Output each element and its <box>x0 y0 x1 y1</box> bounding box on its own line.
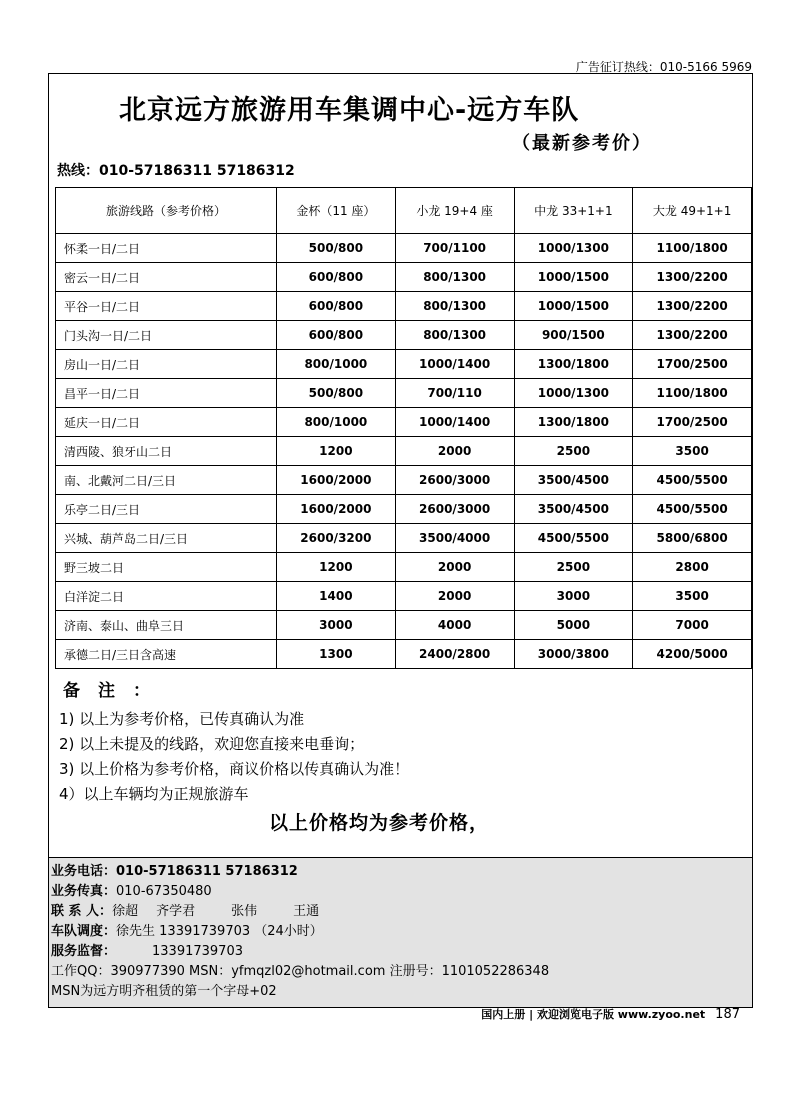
price-cell: 3000 <box>514 582 633 611</box>
table-body <box>56 234 752 669</box>
price-cell: 1600/2000 <box>277 466 396 495</box>
price-table <box>55 187 752 669</box>
note-item: 4）以上车辆均为正规旅游车 <box>59 785 249 803</box>
price-cell: 1600/2000 <box>277 495 396 524</box>
price-cell: 800/1000 <box>277 350 396 379</box>
price-cell: 1000/1500 <box>514 292 633 321</box>
contact-fax-value: 010-67350480 <box>116 884 212 899</box>
route-cell: 承德二日/三日含高速 <box>56 640 277 669</box>
column-header: 金杯（11 座） <box>277 188 396 234</box>
price-cell: 500/800 <box>277 379 396 408</box>
page-title: 北京远方旅游用车集调中心-远方车队 <box>119 95 580 126</box>
contact-person: 王通 <box>293 904 320 919</box>
price-cell: 1000/1400 <box>395 350 514 379</box>
price-cell: 2800 <box>633 553 752 582</box>
price-cell: 900/1500 <box>514 321 633 350</box>
route-cell: 济南、泰山、曲阜三日 <box>56 611 277 640</box>
price-cell: 3500 <box>633 582 752 611</box>
hotline: 热线：010-57186311 57186312 <box>57 163 295 179</box>
column-header: 中龙 33+1+1 <box>514 188 633 234</box>
price-cell: 1700/2500 <box>633 350 752 379</box>
contact-supervision <box>51 942 752 962</box>
table-row <box>56 234 752 263</box>
advert-frame <box>48 73 753 1008</box>
footer-text: 国内上册 | 欢迎浏览电子版 www.zyoo.net <box>481 1008 706 1021</box>
route-cell: 延庆一日/二日 <box>56 408 277 437</box>
table-row <box>56 408 752 437</box>
route-cell: 乐亭二日/三日 <box>56 495 277 524</box>
contact-persons <box>51 902 752 922</box>
price-cell: 3000 <box>277 611 396 640</box>
page-subtitle: （最新参考价） <box>512 133 652 154</box>
price-cell: 1100/1800 <box>633 379 752 408</box>
contact-dispatch <box>51 922 752 942</box>
contact-fax-label: 业务传真： <box>51 884 117 899</box>
price-cell: 1000/1500 <box>514 263 633 292</box>
contact-person: 张伟 <box>231 904 258 919</box>
table-row <box>56 553 752 582</box>
price-cell: 4500/5500 <box>514 524 633 553</box>
price-cell: 3000/3800 <box>514 640 633 669</box>
contact-dispatch-label: 车队调度： <box>51 924 117 939</box>
table-row <box>56 292 752 321</box>
price-cell: 1000/1400 <box>395 408 514 437</box>
table-row <box>56 466 752 495</box>
note-item: 2) 以上未提及的线路，欢迎您直接来电垂询； <box>59 735 365 753</box>
table-row <box>56 611 752 640</box>
price-cell: 1300/1800 <box>514 350 633 379</box>
price-cell: 1700/2500 <box>633 408 752 437</box>
price-cell: 1300 <box>277 640 396 669</box>
price-cell: 800/1000 <box>277 408 396 437</box>
price-cell: 1400 <box>277 582 396 611</box>
price-cell: 7000 <box>633 611 752 640</box>
contact-supervision-label: 服务监督： <box>51 944 117 959</box>
table-row <box>56 263 752 292</box>
price-cell: 4200/5000 <box>633 640 752 669</box>
notes-title: 备注： <box>63 681 168 701</box>
reference-note: 以上价格均为参考价格， <box>269 812 490 834</box>
price-cell: 3500/4500 <box>514 466 633 495</box>
price-cell: 800/1300 <box>395 292 514 321</box>
price-cell: 4500/5500 <box>633 466 752 495</box>
note-item: 3) 以上价格为参考价格，商议价格以传真确认为准！ <box>59 760 410 778</box>
price-cell: 4500/5500 <box>633 495 752 524</box>
route-cell: 兴城、葫芦岛二日/三日 <box>56 524 277 553</box>
table-row <box>56 350 752 379</box>
price-cell: 600/800 <box>277 292 396 321</box>
contact-msn-note: MSN为远方明齐租赁的第一个字母+02 <box>51 984 277 999</box>
contact-person: 齐学君 <box>156 904 196 919</box>
price-cell: 600/800 <box>277 321 396 350</box>
price-cell: 3500 <box>633 437 752 466</box>
notes <box>59 676 409 807</box>
contact-phone-label: 业务电话： <box>51 864 117 879</box>
contact-persons-label: 联 系 人： <box>51 904 113 919</box>
route-cell: 野三坡二日 <box>56 553 277 582</box>
price-cell: 3500/4000 <box>395 524 514 553</box>
route-cell: 密云一日/二日 <box>56 263 277 292</box>
contact-supervision-value: 13391739703 <box>152 944 243 959</box>
route-cell: 白洋淀二日 <box>56 582 277 611</box>
contact-box <box>49 857 752 1007</box>
price-cell: 800/1300 <box>395 321 514 350</box>
price-cell: 2600/3000 <box>395 466 514 495</box>
price-cell: 2500 <box>514 553 633 582</box>
route-cell: 房山一日/二日 <box>56 350 277 379</box>
price-cell: 1200 <box>277 437 396 466</box>
price-cell: 700/1100 <box>395 234 514 263</box>
note-item: 1) 以上为参考价格，已传真确认为准 <box>59 710 305 728</box>
price-cell: 1300/2200 <box>633 292 752 321</box>
price-cell: 4000 <box>395 611 514 640</box>
contact-qq-msn: 工作QQ：390977390 MSN：yfmqzl02@hotmail.com 注册号：1101052286348 <box>51 964 550 979</box>
price-cell: 600/800 <box>277 263 396 292</box>
price-cell: 2600/3200 <box>277 524 396 553</box>
page-number: 187 <box>715 1007 740 1022</box>
ad-hotline: 广告征订热线：010-5166 5969 <box>575 60 752 74</box>
price-cell: 2500 <box>514 437 633 466</box>
price-cell: 1200 <box>277 553 396 582</box>
price-cell: 1300/1800 <box>514 408 633 437</box>
price-cell: 1100/1800 <box>633 234 752 263</box>
contact-dispatch-value: 徐先生 13391739703 （24小时） <box>116 924 323 939</box>
contact-phone <box>51 862 752 882</box>
table-row <box>56 582 752 611</box>
price-cell: 1300/2200 <box>633 321 752 350</box>
table-row <box>56 640 752 669</box>
route-cell: 平谷一日/二日 <box>56 292 277 321</box>
table-row <box>56 379 752 408</box>
price-cell: 2400/2800 <box>395 640 514 669</box>
table-row <box>56 495 752 524</box>
price-cell: 2000 <box>395 582 514 611</box>
route-cell: 门头沟一日/二日 <box>56 321 277 350</box>
price-cell: 2000 <box>395 553 514 582</box>
price-cell: 2000 <box>395 437 514 466</box>
price-cell: 1000/1300 <box>514 234 633 263</box>
table-row <box>56 524 752 553</box>
contact-fax <box>51 882 752 902</box>
route-cell: 清西陵、狼牙山二日 <box>56 437 277 466</box>
price-cell: 500/800 <box>277 234 396 263</box>
price-cell: 700/110 <box>395 379 514 408</box>
contact-phone-value: 010-57186311 57186312 <box>116 864 298 879</box>
column-header: 大龙 49+1+1 <box>633 188 752 234</box>
route-cell: 昌平一日/二日 <box>56 379 277 408</box>
route-cell: 怀柔一日/二日 <box>56 234 277 263</box>
price-cell: 2600/3000 <box>395 495 514 524</box>
column-header: 小龙 19+4 座 <box>395 188 514 234</box>
page-footer <box>481 1006 740 1022</box>
contact-person: 徐超 <box>112 904 139 919</box>
route-cell: 南、北戴河二日/三日 <box>56 466 277 495</box>
table-row <box>56 321 752 350</box>
price-cell: 5000 <box>514 611 633 640</box>
price-cell: 3500/4500 <box>514 495 633 524</box>
column-header: 旅游线路（参考价格） <box>56 188 277 234</box>
price-cell: 1300/2200 <box>633 263 752 292</box>
price-cell: 5800/6800 <box>633 524 752 553</box>
price-cell: 1000/1300 <box>514 379 633 408</box>
price-cell: 800/1300 <box>395 263 514 292</box>
table-row <box>56 437 752 466</box>
table-header-row <box>56 188 752 234</box>
